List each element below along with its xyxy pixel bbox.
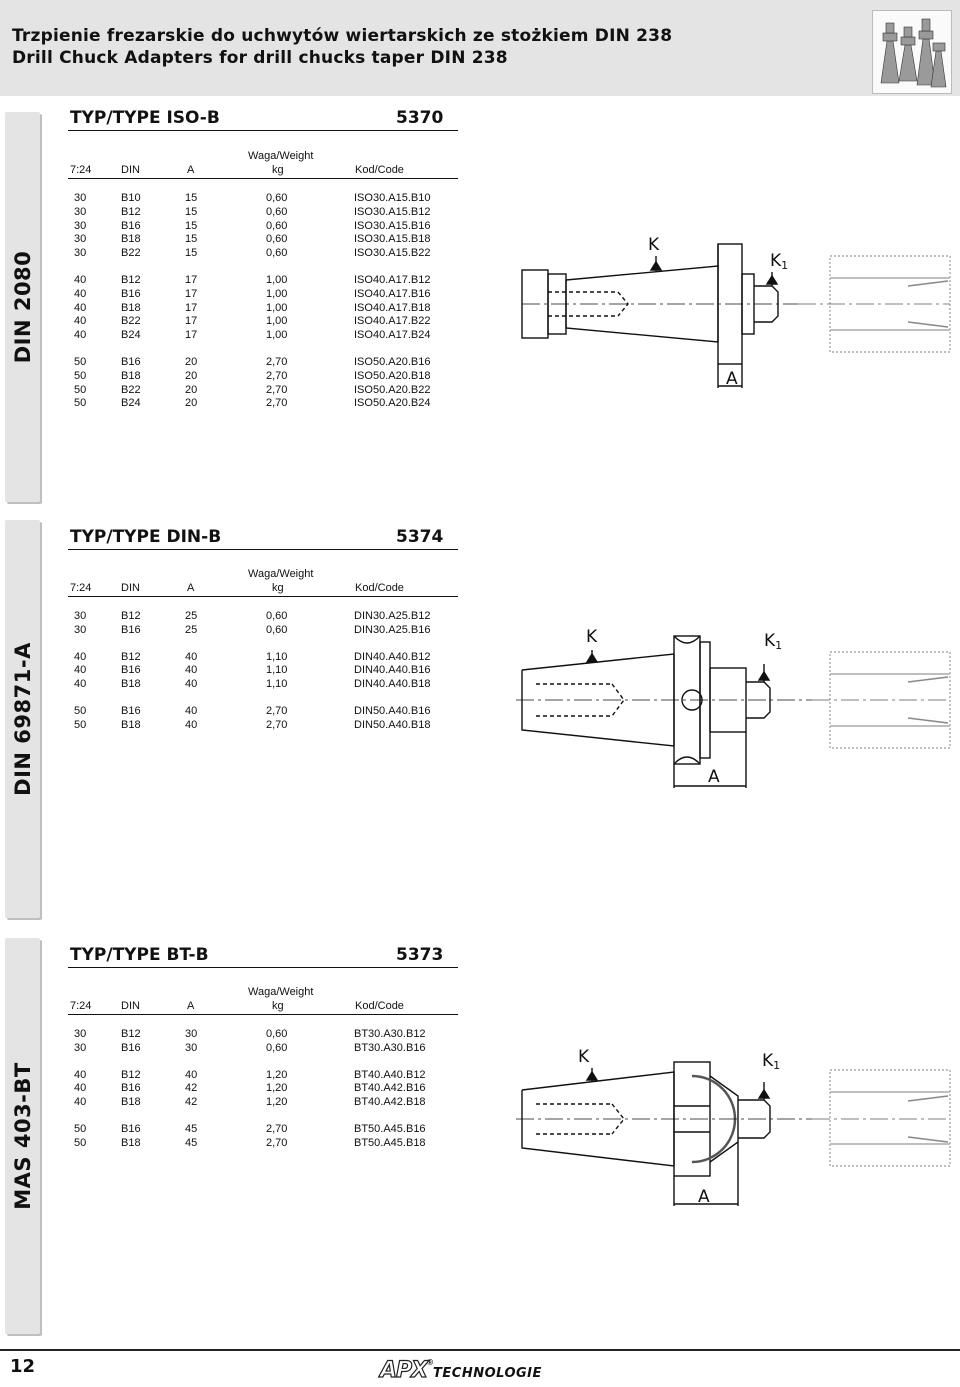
cell-taper: 50 bbox=[74, 1136, 87, 1149]
k1-label: K1 bbox=[764, 631, 783, 652]
cell-din: B22 bbox=[121, 383, 141, 396]
cell-taper: 50 bbox=[74, 397, 87, 410]
cell-a: 40 bbox=[185, 1068, 198, 1081]
cell-a: 40 bbox=[185, 678, 198, 691]
cell-code: ISO40.A17.B18 bbox=[354, 301, 431, 314]
standard-label: DIN 69871-A bbox=[10, 642, 35, 796]
catalog-number: 5374 bbox=[396, 527, 444, 547]
sidebar-din-2080 bbox=[5, 112, 40, 502]
cell-a: 40 bbox=[185, 650, 198, 663]
sidebar-din-69871 bbox=[5, 520, 40, 918]
cell-taper: 40 bbox=[74, 1082, 87, 1095]
cell-code: BT40.A42.B18 bbox=[354, 1096, 426, 1109]
cell-a: 15 bbox=[185, 205, 198, 218]
col-weight-unit: kg bbox=[272, 1000, 284, 1012]
cell-din: B16 bbox=[121, 664, 141, 677]
cell-weight: 1,00 bbox=[266, 287, 288, 300]
cell-code: ISO30.A15.B12 bbox=[354, 205, 431, 218]
cell-a: 20 bbox=[185, 369, 198, 382]
cell-code: ISO30.A15.B22 bbox=[354, 247, 431, 260]
cell-taper: 50 bbox=[74, 356, 87, 368]
col-a: A bbox=[187, 1000, 195, 1012]
header-rule bbox=[68, 178, 458, 179]
cell-code: BT50.A45.B18 bbox=[354, 1136, 426, 1149]
cell-weight: 2,70 bbox=[266, 1136, 288, 1149]
cell-taper: 30 bbox=[74, 205, 87, 218]
bt-adapter-drawing bbox=[512, 1036, 958, 1208]
cell-taper: 40 bbox=[74, 650, 87, 663]
cell-taper: 40 bbox=[74, 301, 87, 314]
cell-taper: 40 bbox=[74, 274, 87, 286]
cell-weight: 1,20 bbox=[266, 1068, 288, 1081]
section-title: TYP/TYPE ISO-B bbox=[70, 108, 220, 128]
cell-din: B12 bbox=[121, 650, 141, 663]
section-rule bbox=[68, 130, 458, 131]
k1-label: K1 bbox=[770, 251, 789, 272]
cell-a: 42 bbox=[185, 1096, 198, 1109]
cell-code: ISO50.A20.B24 bbox=[354, 397, 431, 410]
cell-weight: 2,70 bbox=[266, 356, 288, 368]
cell-weight: 2,70 bbox=[266, 1123, 288, 1135]
cell-din: B16 bbox=[121, 623, 141, 636]
cell-din: B18 bbox=[121, 301, 141, 314]
sidebar-mas-403 bbox=[5, 938, 40, 1334]
cell-a: 15 bbox=[185, 219, 198, 232]
k-label: K bbox=[586, 627, 598, 647]
cell-din: B16 bbox=[121, 219, 141, 232]
cell-code: BT30.A30.B16 bbox=[354, 1041, 426, 1054]
cell-din: B12 bbox=[121, 205, 141, 218]
cell-taper: 40 bbox=[74, 1068, 87, 1081]
cell-code: BT40.A40.B12 bbox=[354, 1068, 426, 1081]
cell-taper: 30 bbox=[74, 1028, 87, 1040]
cell-code: ISO40.A17.B16 bbox=[354, 287, 431, 300]
cell-taper: 50 bbox=[74, 705, 87, 717]
standard-label: DIN 2080 bbox=[10, 250, 35, 364]
cell-code: ISO30.A15.B16 bbox=[354, 219, 431, 232]
cell-weight: 0,60 bbox=[266, 247, 288, 260]
catalog-number: 5373 bbox=[396, 945, 444, 965]
cell-a: 20 bbox=[185, 356, 198, 368]
col-din: DIN bbox=[121, 1000, 140, 1012]
apx-logo: APX®TECHNOLOGIE bbox=[380, 1358, 542, 1383]
cell-code: BT40.A42.B16 bbox=[354, 1082, 426, 1095]
cell-weight: 0,60 bbox=[266, 192, 288, 204]
col-code: Kod/Code bbox=[355, 164, 404, 176]
cell-code: ISO40.A17.B24 bbox=[354, 329, 431, 342]
cell-weight: 0,60 bbox=[266, 233, 288, 246]
cell-a: 45 bbox=[185, 1136, 198, 1149]
cell-taper: 40 bbox=[74, 329, 87, 342]
cell-taper: 40 bbox=[74, 1096, 87, 1109]
cell-din: B12 bbox=[121, 1068, 141, 1081]
header-rule bbox=[68, 1014, 458, 1015]
k-label: K bbox=[578, 1047, 590, 1067]
cell-taper: 40 bbox=[74, 315, 87, 328]
a-label: A bbox=[698, 1187, 710, 1207]
cell-taper: 30 bbox=[74, 247, 87, 260]
cell-din: B18 bbox=[121, 1136, 141, 1149]
cell-code: BT30.A30.B12 bbox=[354, 1028, 426, 1040]
cell-din: B10 bbox=[121, 192, 141, 204]
cell-din: B16 bbox=[121, 1123, 141, 1135]
cell-a: 30 bbox=[185, 1028, 198, 1040]
cell-din: B16 bbox=[121, 1041, 141, 1054]
k1-label: K1 bbox=[762, 1051, 781, 1072]
col-taper: 7:24 bbox=[70, 1000, 92, 1012]
cell-weight: 2,70 bbox=[266, 718, 288, 731]
cell-a: 17 bbox=[185, 301, 198, 314]
cell-code: DIN40.A40.B18 bbox=[354, 678, 431, 691]
col-weight-label: Waga/Weight bbox=[248, 150, 314, 162]
cell-a: 15 bbox=[185, 233, 198, 246]
cell-weight: 0,60 bbox=[266, 205, 288, 218]
cell-weight: 0,60 bbox=[266, 623, 288, 636]
cell-taper: 30 bbox=[74, 219, 87, 232]
standard-label: MAS 403-BT bbox=[10, 1062, 35, 1210]
cell-din: B16 bbox=[121, 705, 141, 717]
cell-weight: 1,10 bbox=[266, 678, 288, 691]
cell-code: ISO50.A20.B22 bbox=[354, 383, 431, 396]
section-title: TYP/TYPE DIN-B bbox=[70, 527, 222, 547]
cell-din: B12 bbox=[121, 274, 141, 286]
cell-code: DIN30.A25.B12 bbox=[354, 610, 431, 622]
cell-weight: 0,60 bbox=[266, 610, 288, 622]
cell-a: 20 bbox=[185, 383, 198, 396]
cell-din: B16 bbox=[121, 1082, 141, 1095]
cell-a: 17 bbox=[185, 287, 198, 300]
a-label: A bbox=[708, 767, 720, 787]
cell-a: 45 bbox=[185, 1123, 198, 1135]
cell-weight: 2,70 bbox=[266, 705, 288, 717]
title-polish: Trzpienie frezarskie do uchwytów wiertarskich ze stożkiem DIN 238 bbox=[12, 26, 673, 46]
title-english: Drill Chuck Adapters for drill chucks taper DIN 238 bbox=[12, 48, 508, 68]
cell-a: 30 bbox=[185, 1041, 198, 1054]
cell-code: ISO30.A15.B10 bbox=[354, 192, 431, 204]
product-photo bbox=[872, 10, 952, 94]
cell-din: B18 bbox=[121, 369, 141, 382]
col-din: DIN bbox=[121, 582, 140, 594]
cell-weight: 2,70 bbox=[266, 369, 288, 382]
cell-din: B18 bbox=[121, 233, 141, 246]
cell-din: B16 bbox=[121, 287, 141, 300]
col-weight-unit: kg bbox=[272, 582, 284, 594]
cell-taper: 30 bbox=[74, 1041, 87, 1054]
cell-a: 40 bbox=[185, 705, 198, 717]
col-din: DIN bbox=[121, 164, 140, 176]
cell-din: B24 bbox=[121, 329, 141, 342]
col-code: Kod/Code bbox=[355, 582, 404, 594]
cell-a: 25 bbox=[185, 610, 198, 622]
a-label: A bbox=[726, 369, 738, 389]
cell-din: B12 bbox=[121, 610, 141, 622]
cell-code: ISO50.A20.B16 bbox=[354, 356, 431, 368]
cell-a: 15 bbox=[185, 192, 198, 204]
cell-code: DIN50.A40.B18 bbox=[354, 718, 431, 731]
cell-a: 17 bbox=[185, 274, 198, 286]
cell-taper: 30 bbox=[74, 623, 87, 636]
col-weight-label: Waga/Weight bbox=[248, 568, 314, 580]
cell-weight: 0,60 bbox=[266, 1028, 288, 1040]
cell-a: 42 bbox=[185, 1082, 198, 1095]
cell-taper: 30 bbox=[74, 192, 87, 204]
catalog-number: 5370 bbox=[396, 108, 444, 128]
col-weight-label: Waga/Weight bbox=[248, 986, 314, 998]
cell-taper: 40 bbox=[74, 664, 87, 677]
col-taper: 7:24 bbox=[70, 164, 92, 176]
cell-code: DIN30.A25.B16 bbox=[354, 623, 431, 636]
cell-weight: 1,10 bbox=[266, 650, 288, 663]
cell-weight: 1,20 bbox=[266, 1096, 288, 1109]
cell-weight: 1,00 bbox=[266, 315, 288, 328]
cell-weight: 1,00 bbox=[266, 301, 288, 314]
cell-din: B18 bbox=[121, 1096, 141, 1109]
cell-code: DIN40.A40.B16 bbox=[354, 664, 431, 677]
col-code: Kod/Code bbox=[355, 1000, 404, 1012]
cell-a: 25 bbox=[185, 623, 198, 636]
cell-a: 20 bbox=[185, 397, 198, 410]
cell-din: B18 bbox=[121, 718, 141, 731]
cell-weight: 1,00 bbox=[266, 274, 288, 286]
iso-adapter-drawing bbox=[508, 226, 958, 396]
page-header bbox=[0, 0, 960, 96]
cell-weight: 2,70 bbox=[266, 383, 288, 396]
cell-weight: 1,10 bbox=[266, 664, 288, 677]
cell-a: 17 bbox=[185, 315, 198, 328]
section-title: TYP/TYPE BT-B bbox=[70, 945, 209, 965]
k-label: K bbox=[648, 235, 660, 255]
cell-taper: 50 bbox=[74, 383, 87, 396]
cell-code: ISO30.A15.B18 bbox=[354, 233, 431, 246]
cell-a: 40 bbox=[185, 664, 198, 677]
footer-rule bbox=[0, 1349, 960, 1351]
cell-weight: 0,60 bbox=[266, 1041, 288, 1054]
col-a: A bbox=[187, 164, 195, 176]
cell-din: B18 bbox=[121, 678, 141, 691]
cell-code: ISO40.A17.B22 bbox=[354, 315, 431, 328]
cell-code: ISO40.A17.B12 bbox=[354, 274, 431, 286]
section-rule bbox=[68, 549, 458, 550]
cell-taper: 50 bbox=[74, 718, 87, 731]
cell-taper: 50 bbox=[74, 369, 87, 382]
cell-a: 17 bbox=[185, 329, 198, 342]
cell-din: B22 bbox=[121, 247, 141, 260]
cell-weight: 1,00 bbox=[266, 329, 288, 342]
page-number: 12 bbox=[10, 1356, 36, 1377]
cell-din: B16 bbox=[121, 356, 141, 368]
section-rule bbox=[68, 967, 458, 968]
cell-code: BT50.A45.B16 bbox=[354, 1123, 426, 1135]
cell-code: DIN40.A40.B12 bbox=[354, 650, 431, 663]
cell-din: B12 bbox=[121, 1028, 141, 1040]
col-a: A bbox=[187, 582, 195, 594]
cell-weight: 0,60 bbox=[266, 219, 288, 232]
cell-taper: 30 bbox=[74, 233, 87, 246]
din-adapter-drawing bbox=[512, 620, 958, 790]
col-weight-unit: kg bbox=[272, 164, 284, 176]
cell-din: B22 bbox=[121, 315, 141, 328]
col-taper: 7:24 bbox=[70, 582, 92, 594]
cell-taper: 50 bbox=[74, 1123, 87, 1135]
cell-din: B24 bbox=[121, 397, 141, 410]
cell-taper: 30 bbox=[74, 610, 87, 622]
cell-code: DIN50.A40.B16 bbox=[354, 705, 431, 717]
header-rule bbox=[68, 596, 458, 597]
cell-taper: 40 bbox=[74, 678, 87, 691]
cell-a: 40 bbox=[185, 718, 198, 731]
cell-code: ISO50.A20.B18 bbox=[354, 369, 431, 382]
cell-weight: 1,20 bbox=[266, 1082, 288, 1095]
cell-weight: 2,70 bbox=[266, 397, 288, 410]
cell-taper: 40 bbox=[74, 287, 87, 300]
cell-a: 15 bbox=[185, 247, 198, 260]
